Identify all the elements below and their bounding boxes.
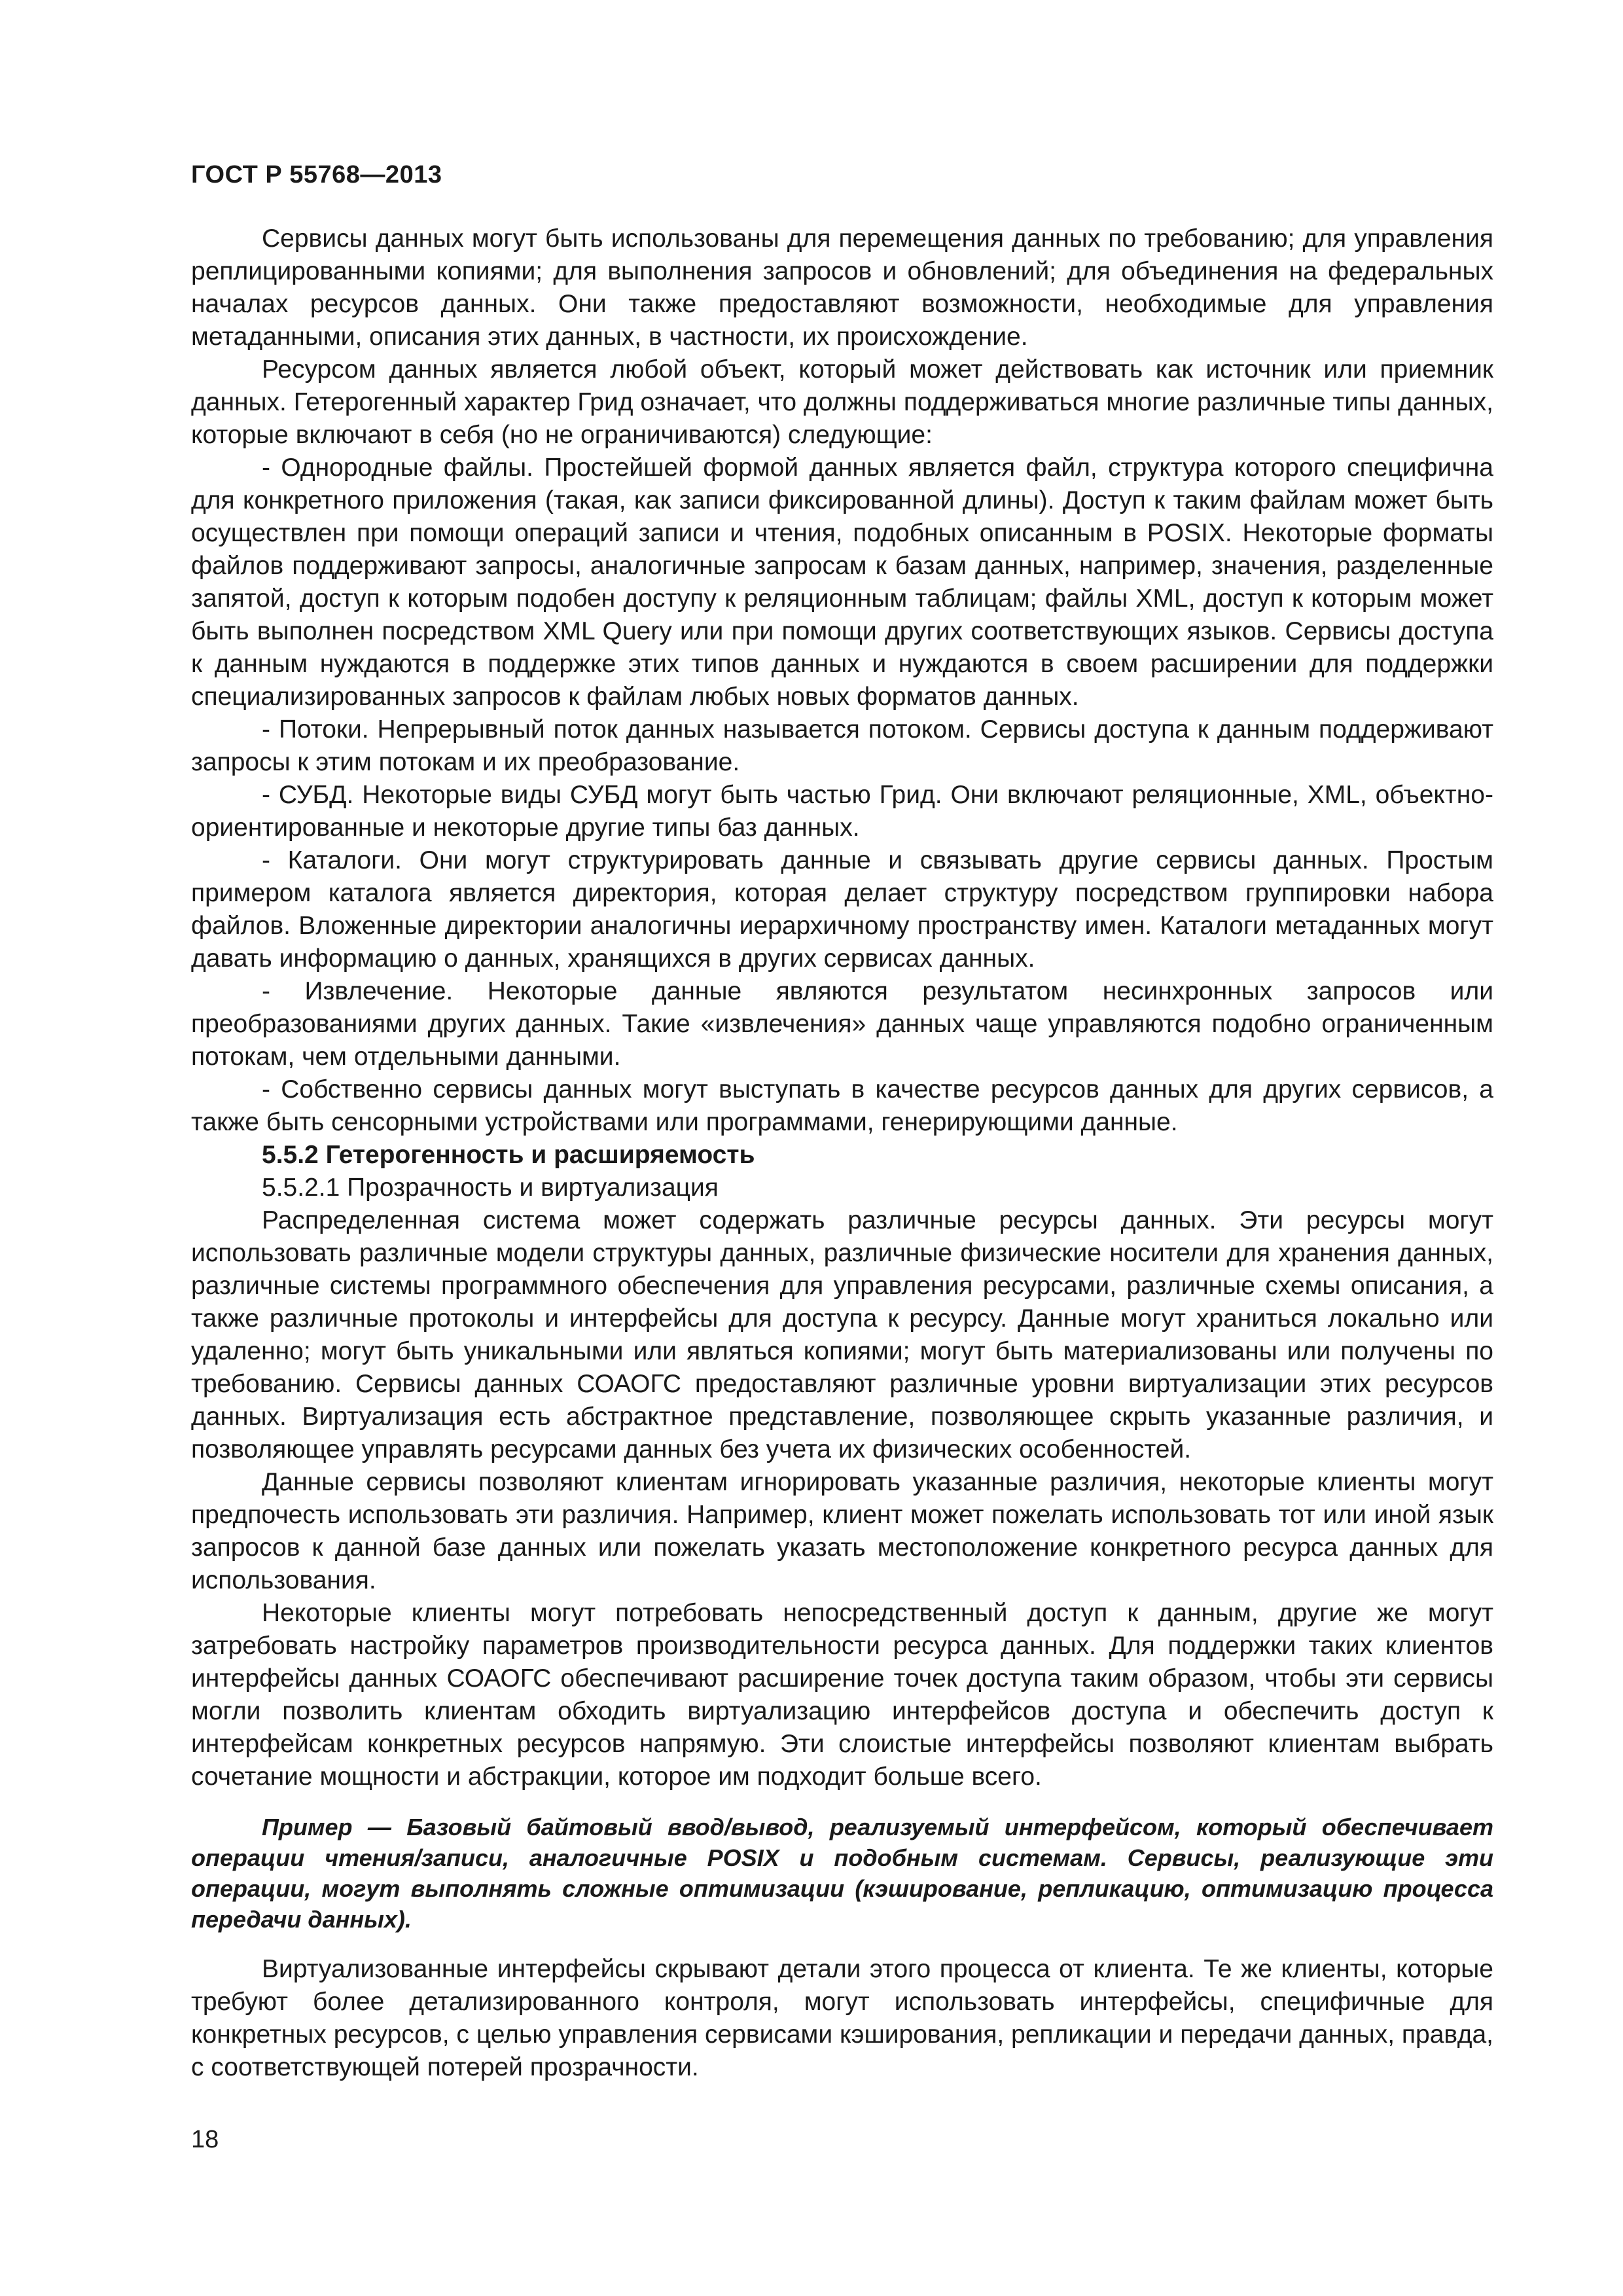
paragraph-data-services: Сервисы данных могут быть использованы для перемещения данных по требованию; для управления реплицированными копиями; для выполнения запросов и обновлений; для объединения на федеральных началах ресурсов данных. Они также предоставляют возможности, необходимые для управления метаданными, описания этих данных, в частности, их происхождение. bbox=[191, 224, 1493, 351]
paragraph-direct-access: Некоторые клиенты могут потребовать непосредственный доступ к данным, другие же могут затребовать настройку параметров производительности ресурса данных. Для поддержки таких клиентов интерфейсы данных СОАОГС обеспечивают расширение точек доступа таким образом, чтобы эти сервисы могли позволить клиентам обходить виртуализацию интерфейсов доступа и обеспечить доступ к интерфейсам конкретных ресурсов напрямую. Эти слоистые интерфейсы позволяют клиентам выбрать сочетание мощности и абстракции, которое им подходит больше всего. bbox=[191, 1599, 1493, 1791]
paragraph-virtualized-interfaces: Виртуализованные интерфейсы скрывают детали этого процесса от клиента. Те же клиенты, которые требуют более детализированного контроля, могут использовать интерфейсы, специфичные для конкретных ресурсов, с целью управления сервисами кэширования, репликации и передачи данных, правда, с соответствующей потерей прозрачности. bbox=[191, 1955, 1493, 2081]
document-header: ГОСТ Р 55768—2013 bbox=[191, 161, 442, 188]
list-item-flat-files: - Однородные файлы. Простейшей формой данных является файл, структура которого специфична для конкретного приложения (такая, как записи фиксированной длины). Доступ к таким файлам может быть осуществлен при помощи операций записи и чтения, подобных описанным в POSIX. Некоторые форматы файлов поддерживают запросы, аналогичные запросам к базам данных, например, значения, разделенные запятой, доступ к которым подобен доступу к реляционным таблицам; файлы XML, доступ к которым может быть выполнен посредством XML Query или при помощи других соответствующих языков. Сервисы доступа к данным нуждаются в поддержке этих типов данных и нуждаются в своем расширении для поддержки специализированных запросов к файлам любых новых форматов данных. bbox=[191, 454, 1493, 711]
list-item-dbms: - СУБД. Некоторые виды СУБД могут быть частью Грид. Они включают реляционные, XML, объектно-ориентированные и некоторые другие типы баз данных. bbox=[191, 781, 1493, 842]
list-item-catalogs: - Каталоги. Они могут структурировать данные и связывать другие сервисы данных. Простым примером каталога является директория, которая делает структуру посредством группировки набора файлов. Вложенные директории аналогичны иерархичному пространству имен. Каталоги метаданных могут давать информацию о данных, хранящихся в других сервисах данных. bbox=[191, 846, 1493, 973]
list-item-data-services: - Собственно сервисы данных могут выступать в качестве ресурсов данных для других сервисов, а также быть сенсорными устройствами или программами, генерирующими данные. bbox=[191, 1075, 1493, 1136]
example-note: Пример — Базовый байтовый ввод/вывод, реализуемый интерфейсом, который обеспечивает операции чтения/записи, аналогичные POSIX и подобным системам. Сервисы, реализующие эти операции, могут выполнять сложные оптимизации (кэширование, репликацию, оптимизацию процесса передачи данных). bbox=[191, 1814, 1493, 1933]
list-item-derivations: - Извлечение. Некоторые данные являются результатом несинхронных запросов или преобразованиями других данных. Такие «извлечения» данных чаще управляются подобно ограниченным потокам, чем отдельными данными. bbox=[191, 977, 1493, 1071]
paragraph-data-resource: Ресурсом данных является любой объект, который может действовать как источник или приемник данных. Гетерогенный характер Грид означает, что должны поддерживаться многие различные типы данных, которые включают в себя (но не ограничиваются) следующие: bbox=[191, 355, 1493, 449]
subsection-heading-5-5-2-1: 5.5.2.1 Прозрачность и виртуализация bbox=[262, 1174, 719, 1202]
document-body bbox=[191, 223, 1493, 2084]
paragraph-distributed-system: Распределенная система может содержать различные ресурсы данных. Эти ресурсы могут использовать различные модели структуры данных, различные физические носители для хранения данных, различные системы программного обеспечения для управления ресурсами, различные схемы описания, а также различные протоколы и интерфейсы для доступа к ресурсу. Данные могут храниться локально или удаленно; могут быть уникальными или являться копиями; могут быть материализованы или получены по требованию. Сервисы данных СОАОГС предоставляют различные уровни виртуализации этих ресурсов данных. Виртуализация есть абстрактное представление, позволяющее скрыть указанные различия, и позволяющее управлять ресурсами данных без учета их физических особенностей. bbox=[191, 1206, 1493, 1463]
paragraph-clients-ignore: Данные сервисы позволяют клиентам игнорировать указанные различия, некоторые клиенты могут предпочесть использовать эти различия. Например, клиент может пожелать использовать тот или иной язык запросов к данной базе данных или пожелать указать местоположение конкретного ресурса данных для использования. bbox=[191, 1468, 1493, 1594]
list-item-streams: - Потоки. Непрерывный поток данных называется потоком. Сервисы доступа к данным поддерживают запросы к этим потокам и их преобразование. bbox=[191, 715, 1493, 776]
section-heading-5-5-2: 5.5.2 Гетерогенность и расширяемость bbox=[262, 1141, 755, 1169]
page-number: 18 bbox=[191, 2126, 219, 2153]
